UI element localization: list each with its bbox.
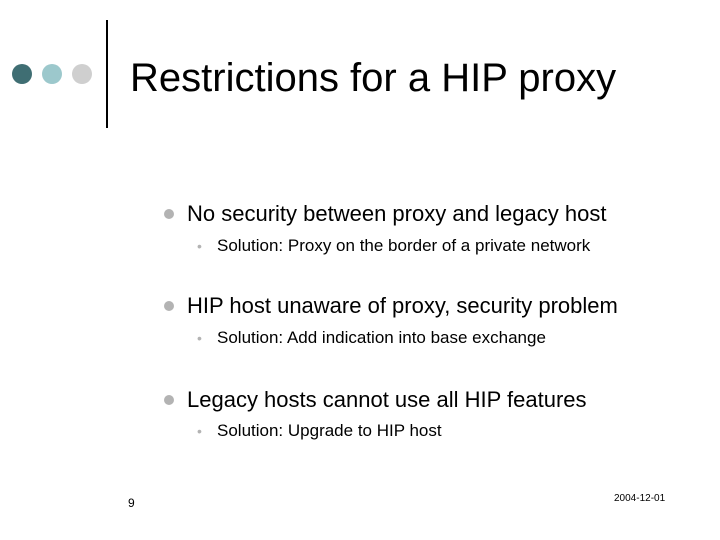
gray-dot-icon [72,64,92,84]
bullet-text: HIP host unaware of proxy, security problem [187,293,618,318]
sub-bullet-marker: • [197,330,202,346]
bullet-dot-icon [164,301,174,311]
sub-bullet-text: Solution: Proxy on the border of a private network [217,236,591,255]
sub-bullet-text: Solution: Add indication into base exchange [217,328,546,347]
sub-bullet-text: Solution: Upgrade to HIP host [217,421,442,440]
sub-bullet-marker: • [197,423,202,439]
bullet-dot-icon [164,209,174,219]
title-vertical-rule [106,20,108,128]
sub-bullet-marker: • [197,238,202,254]
page-number: 9 [128,496,135,510]
bullet-text: No security between proxy and legacy host [187,201,607,226]
footer-date: 2004-12-01 [614,493,666,504]
slide-title: Restrictions for a HIP proxy [130,56,617,100]
light-teal-dot-icon [42,64,62,84]
dark-teal-dot-icon [12,64,32,84]
bullet-dot-icon [164,395,174,405]
bullet-text: Legacy hosts cannot use all HIP features [187,387,587,412]
